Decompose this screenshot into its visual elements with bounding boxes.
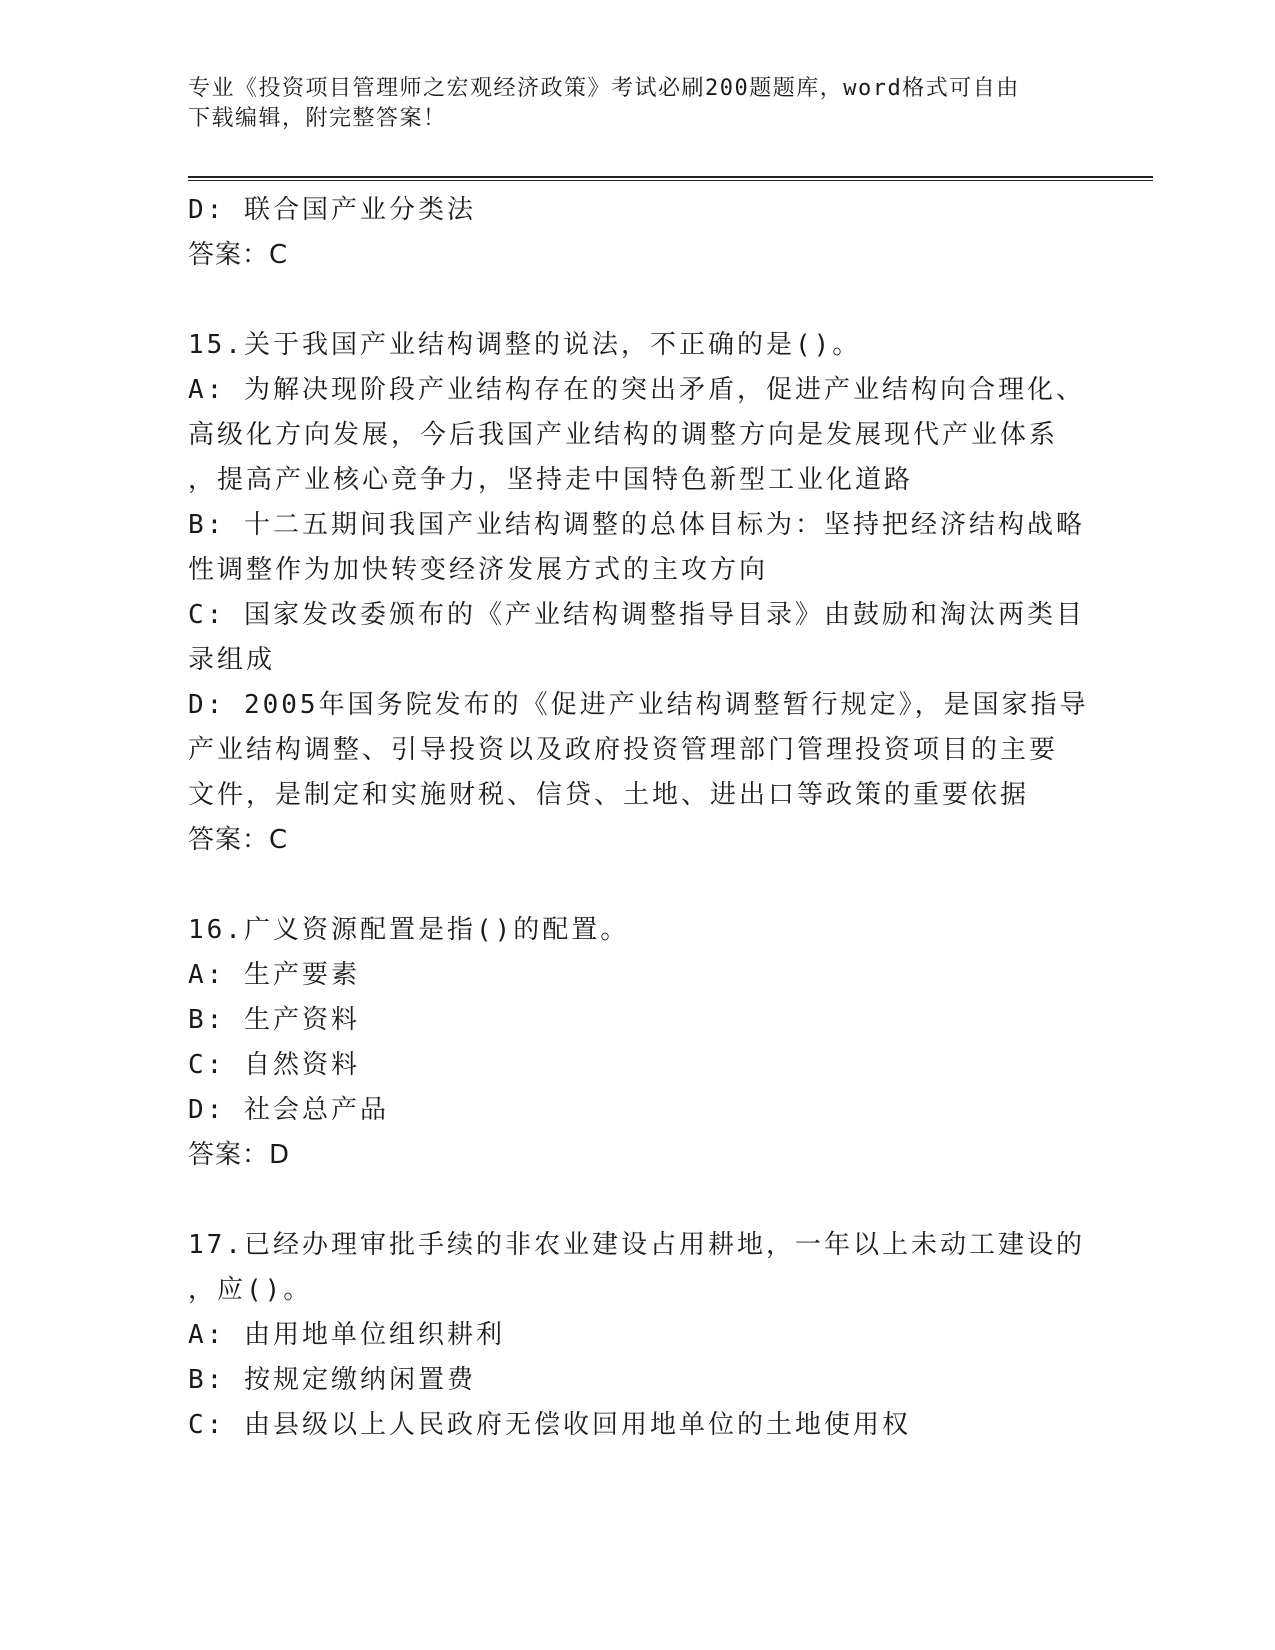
option-c: C: 自然资料 — [188, 1050, 360, 1080]
option-b: B: 生产资料 — [188, 1005, 360, 1035]
document-header: 专业《投资项目管理师之宏观经济政策》考试必刷200题题库，word格式可自由 下载编辑，附完整答案！ — [188, 76, 1020, 131]
prev-option-d: D: 联合国产业分类法 — [188, 195, 476, 225]
option-d-line-3: 文件，是制定和实施财税、信贷、土地、进出口等政策的重要依据 — [188, 780, 1030, 810]
answer: 答案：C — [188, 825, 289, 855]
question-16 — [188, 908, 1088, 1178]
option-b-line-1: B: 十二五期间我国产业结构调整的总体目标为：坚持把经济结构战略 — [188, 510, 1085, 540]
prev-answer: 答案：C — [188, 240, 289, 270]
option-c-line-1: C: 国家发改委颁布的《产业结构调整指导目录》由鼓励和淘汰两类目 — [188, 600, 1085, 630]
question-stem-line-2: ，应()。 — [188, 1275, 313, 1305]
option-b-line-2: 性调整作为加快转变经济发展方式的主攻方向 — [188, 555, 769, 585]
option-a-line-2: 高级化方向发展，今后我国产业结构的调整方向是发展现代产业体系 — [188, 420, 1059, 450]
spacer — [188, 1178, 1088, 1223]
header-divider — [188, 176, 1153, 181]
option-d-line-2: 产业结构调整、引导投资以及政府投资管理部门管理投资项目的主要 — [188, 735, 1059, 765]
option-a-line-3: ，提高产业核心竞争力，坚持走中国特色新型工业化道路 — [188, 465, 914, 495]
document-body — [188, 188, 1088, 1448]
option-a: A: 生产要素 — [188, 960, 360, 990]
spacer — [188, 278, 1088, 323]
option-d-line-1: D: 2005年国务院发布的《促进产业结构调整暂行规定》，是国家指导 — [188, 690, 1089, 720]
question-stem: 16.广义资源配置是指()的配置。 — [188, 915, 630, 945]
question-stem-line-1: 17.已经办理审批手续的非农业建设占用耕地，一年以上未动工建设的 — [188, 1230, 1085, 1260]
answer: 答案：D — [188, 1140, 291, 1170]
option-a-line-1: A: 为解决现阶段产业结构存在的突出矛盾，促进产业结构向合理化、 — [188, 375, 1085, 405]
question-17 — [188, 1223, 1088, 1448]
option-d: D: 社会总产品 — [188, 1095, 389, 1125]
question-stem: 15.关于我国产业结构调整的说法，不正确的是()。 — [188, 330, 862, 360]
option-a: A: 由用地单位组织耕利 — [188, 1320, 505, 1350]
question-15 — [188, 323, 1088, 863]
option-c: C: 由县级以上人民政府无偿收回用地单位的土地使用权 — [188, 1410, 911, 1440]
option-b: B: 按规定缴纳闲置费 — [188, 1365, 476, 1395]
option-c-line-2: 录组成 — [188, 645, 276, 675]
spacer — [188, 863, 1088, 908]
